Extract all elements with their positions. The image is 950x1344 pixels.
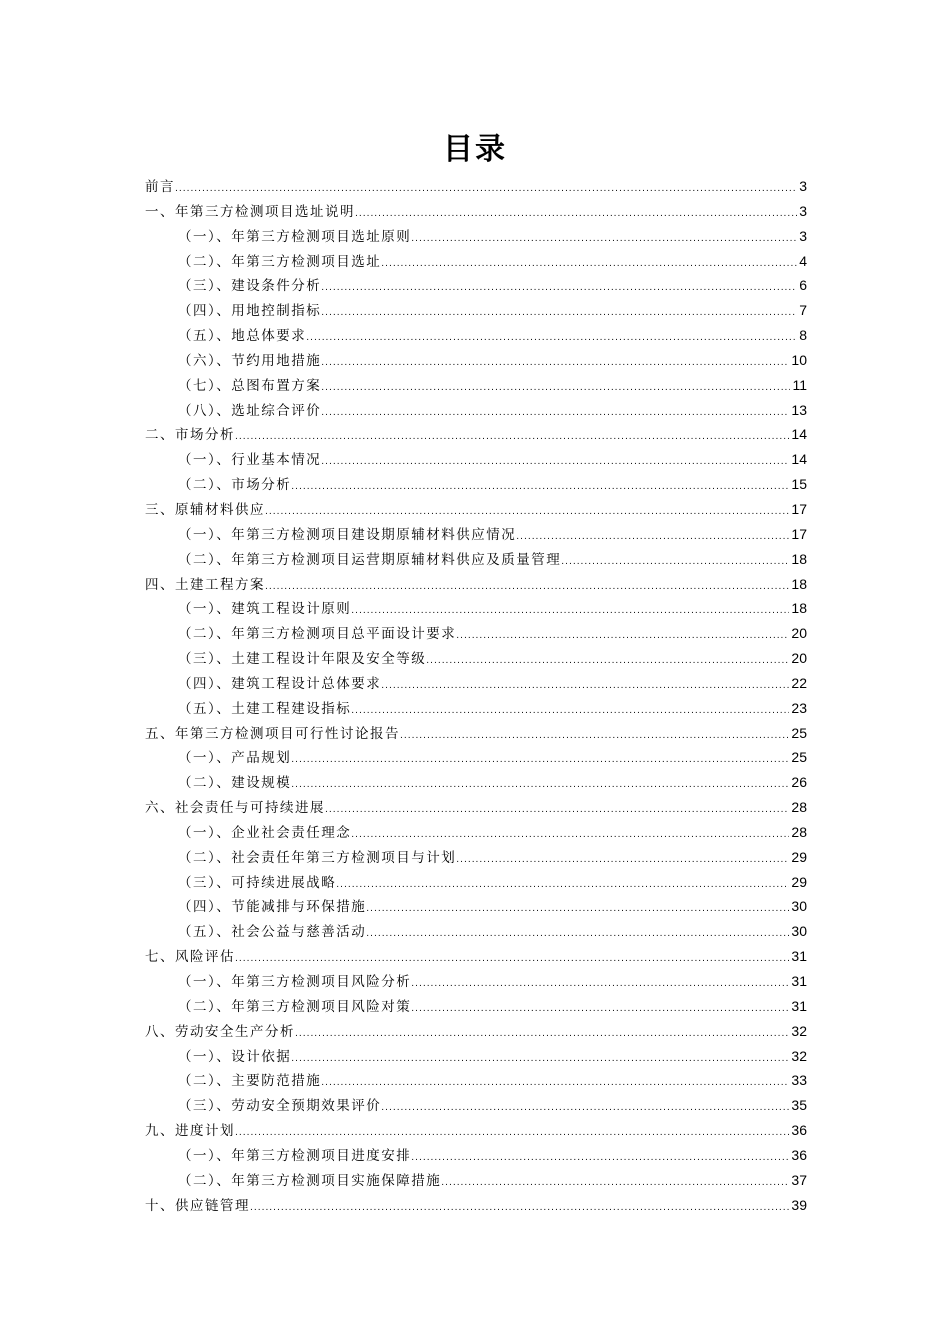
toc-entry-text: （一）、企业社会责任理念 bbox=[178, 824, 352, 841]
dot-leader bbox=[321, 276, 797, 301]
toc-entry[interactable] bbox=[145, 795, 807, 820]
toc-page-number: 23 bbox=[791, 699, 807, 716]
toc-entry[interactable] bbox=[145, 596, 807, 621]
toc-page-number: 3 bbox=[799, 202, 807, 219]
toc-page-number: 3 bbox=[799, 227, 807, 244]
toc-page-number: 25 bbox=[791, 749, 807, 766]
toc-page-number: 31 bbox=[791, 948, 807, 965]
toc-entry-text: 四、土建工程方案 bbox=[145, 576, 265, 593]
toc-entry-text: 七、风险评估 bbox=[145, 949, 235, 966]
dot-leader bbox=[321, 1071, 789, 1096]
dot-leader bbox=[456, 848, 789, 873]
dot-leader bbox=[235, 1121, 789, 1146]
toc-entry[interactable] bbox=[145, 721, 807, 746]
toc-page-number: 18 bbox=[791, 600, 807, 617]
toc-page-number: 28 bbox=[791, 823, 807, 840]
toc-page-number: 4 bbox=[799, 252, 807, 269]
toc-title: 目录 bbox=[443, 132, 507, 167]
toc-entry[interactable] bbox=[145, 646, 807, 671]
toc-entry-text: 九、进度计划 bbox=[145, 1123, 235, 1140]
toc-page-number: 3 bbox=[799, 178, 807, 194]
toc-entry-text: （一）、行业基本情况 bbox=[178, 452, 322, 469]
dot-leader bbox=[366, 897, 789, 922]
dot-leader bbox=[265, 500, 789, 525]
toc-entry[interactable] bbox=[145, 820, 807, 845]
toc-entry-text: （一）、年第三方检测项目选址原则 bbox=[178, 228, 412, 245]
toc-page-number: 6 bbox=[799, 277, 807, 294]
toc-entry-text: 三、原辅材料供应 bbox=[145, 501, 265, 518]
dot-leader bbox=[351, 599, 789, 624]
toc-entry-text: （八）、选址综合评价 bbox=[178, 402, 322, 419]
toc-entry[interactable] bbox=[145, 745, 807, 770]
toc-page-number: 18 bbox=[791, 550, 807, 567]
toc-page-number: 35 bbox=[791, 1097, 807, 1114]
dot-leader bbox=[411, 1146, 789, 1171]
dot-leader bbox=[175, 177, 797, 202]
toc-entry-text: （二）、年第三方检测项目实施保障措施 bbox=[178, 1172, 442, 1189]
toc-page-number: 7 bbox=[799, 302, 807, 319]
toc-entry[interactable] bbox=[145, 1019, 807, 1044]
toc-page-number: 37 bbox=[791, 1171, 807, 1188]
toc-entry[interactable] bbox=[145, 522, 807, 547]
dot-leader bbox=[516, 525, 789, 550]
dot-leader bbox=[411, 972, 789, 997]
toc-page-number: 39 bbox=[791, 1196, 807, 1213]
dot-leader bbox=[321, 450, 789, 475]
toc-page-number: 20 bbox=[791, 625, 807, 642]
toc-entry[interactable] bbox=[145, 919, 807, 944]
toc-entry[interactable] bbox=[145, 1168, 807, 1193]
toc-entry-text: （二）、建设规模 bbox=[178, 775, 292, 792]
toc-entry-text: 十、供应链管理 bbox=[145, 1197, 250, 1214]
toc-entry-text: （二）、年第三方检测项目总平面设计要求 bbox=[178, 626, 457, 643]
dot-leader bbox=[366, 922, 789, 947]
toc-entry-text: （一）、年第三方检测项目进度安排 bbox=[178, 1147, 412, 1164]
toc-page-number: 17 bbox=[791, 500, 807, 517]
toc-page-number: 32 bbox=[791, 1047, 807, 1064]
dot-leader bbox=[321, 351, 789, 376]
toc-entry[interactable] bbox=[145, 348, 807, 373]
dot-leader bbox=[351, 699, 789, 724]
toc-entry[interactable] bbox=[145, 1118, 807, 1143]
dot-leader bbox=[250, 1196, 789, 1221]
toc-page-number: 14 bbox=[791, 451, 807, 468]
toc-page-number: 11 bbox=[792, 376, 807, 393]
toc-entry[interactable] bbox=[145, 1093, 807, 1118]
toc-entry-text: （二）、年第三方检测项目运营期原辅材料供应及质量管理 bbox=[178, 551, 562, 568]
toc-entry-text: （一）、年第三方检测项目建设期原辅材料供应情况 bbox=[178, 526, 517, 543]
toc-page-number: 31 bbox=[791, 973, 807, 989]
toc-entry-text: （五）、土建工程建设指标 bbox=[178, 700, 352, 717]
toc-entry[interactable] bbox=[145, 671, 807, 696]
dot-leader bbox=[295, 1022, 789, 1047]
toc-entry-text: （四）、建筑工程设计总体要求 bbox=[178, 675, 382, 692]
toc-page-number: 29 bbox=[791, 848, 807, 865]
toc-entry-text: （二）、年第三方检测项目选址 bbox=[178, 253, 382, 270]
toc-entry[interactable] bbox=[145, 273, 807, 298]
toc-entry-text: 二、市场分析 bbox=[145, 427, 235, 444]
dot-leader bbox=[411, 997, 789, 1022]
toc-entry[interactable] bbox=[145, 770, 807, 795]
toc-entry[interactable] bbox=[145, 199, 807, 224]
toc-page-number: 26 bbox=[791, 774, 807, 791]
toc-page-number: 29 bbox=[791, 873, 807, 890]
toc-entry-text: 一、年第三方检测项目选址说明 bbox=[145, 203, 355, 220]
dot-leader bbox=[235, 947, 789, 972]
toc-page-number: 31 bbox=[791, 997, 807, 1014]
toc-entry[interactable] bbox=[145, 447, 807, 472]
toc-entry[interactable] bbox=[145, 373, 807, 398]
dot-leader bbox=[411, 227, 797, 252]
toc-entry[interactable] bbox=[145, 174, 807, 199]
toc-entry-text: 六、社会责任与可持续进展 bbox=[145, 800, 325, 817]
toc-page-number: 22 bbox=[791, 674, 807, 691]
toc-entry[interactable] bbox=[145, 870, 807, 895]
toc-page-number: 15 bbox=[791, 476, 807, 493]
toc-page-number: 10 bbox=[791, 351, 807, 368]
toc-page-number: 33 bbox=[791, 1072, 807, 1089]
toc-entry-text: （一）、建筑工程设计原则 bbox=[178, 601, 352, 618]
toc-page-number: 30 bbox=[791, 923, 807, 940]
toc-entry[interactable] bbox=[145, 1044, 807, 1069]
toc-entry[interactable] bbox=[145, 1193, 807, 1218]
toc-entry[interactable] bbox=[145, 323, 807, 348]
dot-leader bbox=[355, 202, 797, 227]
dot-leader bbox=[321, 301, 797, 326]
dot-leader bbox=[265, 575, 789, 600]
toc-entry-text: （四）、用地控制指标 bbox=[178, 303, 322, 320]
toc-entry-text: （五）、地总体要求 bbox=[178, 328, 307, 345]
dot-leader bbox=[561, 550, 789, 575]
toc-entry-text: （二）、年第三方检测项目风险对策 bbox=[178, 998, 412, 1015]
toc-entry-text: （三）、土建工程设计年限及安全等级 bbox=[178, 651, 427, 668]
toc-entry[interactable] bbox=[145, 224, 807, 249]
toc-entry-text: （三）、劳动安全预期效果评价 bbox=[178, 1098, 382, 1115]
toc-entry-text: （五）、社会公益与慈善活动 bbox=[178, 924, 367, 941]
toc-entry[interactable] bbox=[145, 572, 807, 597]
toc-page-number: 36 bbox=[791, 1122, 807, 1139]
toc-entry[interactable] bbox=[145, 472, 807, 497]
toc-list bbox=[145, 174, 807, 1217]
dot-leader bbox=[291, 1047, 789, 1072]
toc-entry[interactable] bbox=[145, 298, 807, 323]
toc-page-number: 32 bbox=[791, 1022, 807, 1039]
toc-entry[interactable] bbox=[145, 894, 807, 919]
dot-leader bbox=[325, 798, 789, 823]
toc-entry-text: （二）、主要防范措施 bbox=[178, 1073, 322, 1090]
dot-leader bbox=[381, 1096, 789, 1121]
toc-entry[interactable] bbox=[145, 845, 807, 870]
toc-entry-text: （一）、设计依据 bbox=[178, 1048, 292, 1065]
toc-page-number: 13 bbox=[791, 401, 807, 418]
dot-leader bbox=[321, 376, 790, 401]
toc-page-number: 20 bbox=[791, 650, 807, 667]
dot-leader bbox=[441, 1171, 789, 1196]
dot-leader bbox=[426, 649, 789, 674]
toc-entry[interactable] bbox=[145, 497, 807, 522]
dot-leader bbox=[400, 724, 789, 749]
toc-entry[interactable] bbox=[145, 398, 807, 423]
dot-leader bbox=[291, 748, 789, 773]
toc-entry-text: 八、劳动安全生产分析 bbox=[145, 1023, 295, 1040]
toc-entry[interactable] bbox=[145, 1068, 807, 1093]
toc-entry-text: 五、年第三方检测项目可行性讨论报告 bbox=[145, 725, 400, 742]
toc-entry[interactable] bbox=[145, 621, 807, 646]
dot-leader bbox=[235, 425, 789, 450]
toc-entry[interactable] bbox=[145, 1143, 807, 1168]
dot-leader bbox=[291, 475, 789, 500]
dot-leader bbox=[456, 624, 789, 649]
toc-page-number: 30 bbox=[791, 898, 807, 915]
toc-page-number: 8 bbox=[799, 327, 807, 344]
toc-page-number: 25 bbox=[791, 724, 807, 741]
dot-leader bbox=[336, 873, 789, 898]
toc-entry-text: （三）、建设条件分析 bbox=[178, 278, 322, 295]
toc-page-number: 17 bbox=[791, 525, 807, 542]
dot-leader bbox=[351, 823, 789, 848]
toc-entry[interactable] bbox=[145, 969, 807, 994]
toc-entry-text: （二）、市场分析 bbox=[178, 477, 292, 494]
toc-page-number: 14 bbox=[791, 426, 807, 443]
toc-entry-text: 前言 bbox=[145, 179, 175, 195]
toc-entry-text: （二）、社会责任年第三方检测项目与计划 bbox=[178, 849, 457, 866]
toc-entry[interactable] bbox=[145, 249, 807, 274]
toc-entry-text: （一）、年第三方检测项目风险分析 bbox=[178, 974, 412, 990]
dot-leader bbox=[381, 674, 789, 699]
toc-entry[interactable] bbox=[145, 944, 807, 969]
toc-entry[interactable] bbox=[145, 994, 807, 1019]
toc-entry[interactable] bbox=[145, 547, 807, 572]
dot-leader bbox=[381, 252, 797, 277]
toc-entry-text: （三）、可持续进展战略 bbox=[178, 874, 337, 891]
toc-page-number: 28 bbox=[791, 799, 807, 816]
toc-entry-text: （四）、节能减排与环保措施 bbox=[178, 899, 367, 916]
dot-leader bbox=[321, 401, 789, 426]
toc-entry[interactable] bbox=[145, 422, 807, 447]
toc-entry-text: （七）、总图布置方案 bbox=[178, 377, 322, 394]
toc-entry[interactable] bbox=[145, 696, 807, 721]
toc-page-number: 18 bbox=[791, 575, 807, 592]
toc-entry-text: （六）、节约用地措施 bbox=[178, 352, 322, 369]
dot-leader bbox=[306, 326, 797, 351]
toc-page-number: 36 bbox=[791, 1146, 807, 1163]
toc-entry-text: （一）、产品规划 bbox=[178, 750, 292, 767]
dot-leader bbox=[291, 773, 789, 798]
